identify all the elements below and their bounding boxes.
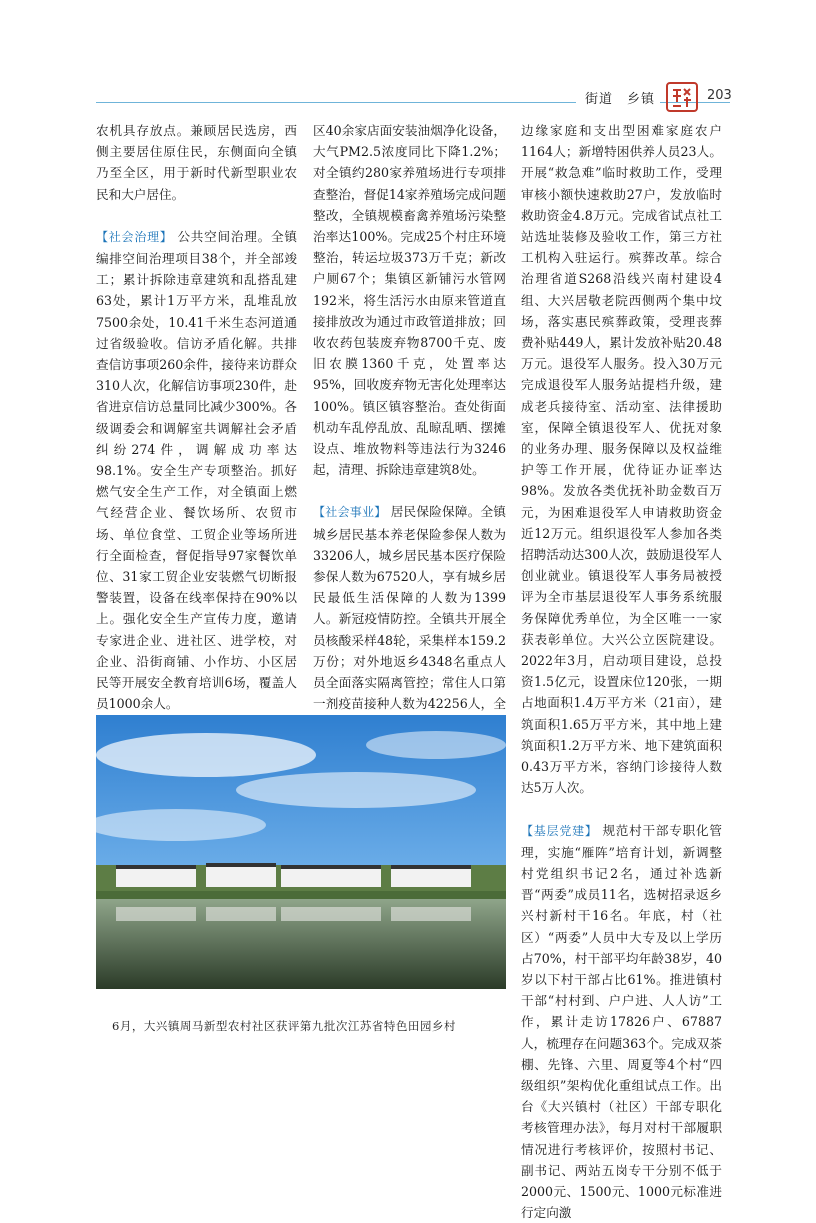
section-party-building	[521, 820, 722, 1223]
column-right	[521, 120, 722, 1223]
paragraph: 区40余家店面安装油烟净化设备，大气PM2.5浓度同比下降1.2%；对全镇约280家养殖场进行专项排查整治，督促14家养殖场完成问题整改，全镇规模畜禽养殖场污染整治率达100%。完成25个村庄环境整治，转运垃圾373万千克；新改户厕67个；集镇区新铺污水管网192米，将生活污水由原来管道直接排放改为通过市政管道排放；回收农药包装废弃物8700千克、废旧农膜1360千克，处置率达95%，回收废弃物无害化处理率达100%。镇区镇容整治。查处街面机动车乱停乱放、乱晾乱晒、摆摊设点、堆放物料等违法行为3246起，清理、拆除违章建筑8处。	[313, 120, 506, 480]
header-rule	[96, 102, 576, 103]
section-text: 公共空间治理。全镇编排空间治理项目38个，并全部竣工；累计拆除违章建筑和乱搭乱建63处，累计1万平方米，乱堆乱放7500余处，10.41千米生态河道通过省级验收。信访矛盾化解。共排查信访事项260余件，接待来访群众310人次，化解信访事项230件，赴省进京信访总量同比减少300%。各级调委会和调解室共调解社会矛盾纠纷274件，调解成功率达98.1%。安全生产专项整治。抓好燃气安全生产工作，对全镇面上燃气经营企业、餐饮场所、农贸市场、单位食堂、工贸企业等场所进行全面检查，督促指导97家餐饮单位、31家工贸企业安装燃气切断报警装置，设备在线率保持在90%以上。强化安全生产宣传力度，邀请专家进企业、进社区、进学校，对企业、沿街商铺、小作坊、小区居民等开展安全教育培训6场，覆盖人员1000余人。	[96, 229, 297, 711]
section-text: 规范村干部专职化管理，实施“雁阵”培育计划，新调整村党组织书记2名，通过补选新晋“两委”成员11名，选树招录返乡兴村新村干16名。年底，村（社区）“两委”人员中大专及以上学历占70%，村干部平均年龄38岁，40岁以下村干部占比61%。推进镇村干部“村村到、户户进、人人访”工作，累计走访17826户、67887人，梳理存在问题363个。完成双茶棚、先锋、六里、周夏等4个村“四级组织”架构优化重组试点工作。出台《大兴镇村（社区）干部专职化考核管理办法》，每月对村干部履职情况进行考核评价，按照村书记、副书记、两站五岗专干分别不低于2000元、1500元、1000元标准进行定向激	[521, 823, 722, 1221]
page-number: 203	[707, 88, 732, 103]
section-tag: 【社会事业】	[313, 505, 386, 519]
section-tag: 【基层党建】	[521, 824, 598, 838]
village-photo	[96, 715, 506, 989]
yearbook-seal-icon	[665, 80, 699, 114]
section-social-governance	[96, 226, 297, 715]
paragraph: 农机具存放点。兼顾居民选房，西侧主要居住原住民，东侧面向全镇乃至全区，用于新时代新型职业农民和大户居住。	[96, 120, 297, 205]
section-name: 街道 乡镇	[585, 88, 655, 107]
section-text: 居民保险保障。全镇城乡居民基本养老保险参保人数为33206人，城乡居民基本医疗保险参保人数为67520人，享有城乡居民最低生活保障的人数为1399人。新冠疫情防控。全镇共开展全员核酸采样48轮，采集样本159.2万份；对外地返乡4348名重点人员全面落实隔离管控；常住人口第一剂疫苗接种人数为42256人，全	[313, 504, 506, 817]
paragraph: 边缘家庭和支出型困难家庭农户1164人；新增特困供养人员23人。开展“救急难”临时救助工作，受理审核小额快速救助27户，发放临时救助资金4.8万元。完成省试点社工站选址装修及验收工作，第三方社工机构入驻运行。殡葬改革。综合治理省道S268沿线兴南村建设4组、大兴居敬老院西侧两个集中坟场，落实惠民殡葬政策，受理丧葬费补贴449人，累计发放补贴20.48万元。退役军人服务。投入30万元完成退役军人服务站提档升级，建成老兵接待室、活动室、法律援助室，保障全镇退役军人、优抚对象的业务办理、服务保障以及权益维护等工作开展，优待证办证率达98%。发放各类优抚补助金数百万元，为困难退役军人申请救助资金近12万元。组织退役军人参加各类招聘活动达300人次，鼓励退役军人创业就业。镇退役军人事务局被授评为全市基层退役军人事务系统服务保障优秀单位，为全区唯一一家获表彰单位。大兴公立医院建设。2022年3月，启动项目建设，总投资1.5亿元，设置床位120张，一期占地面积1.4万平方米（21亩），建筑面积1.65万平方米，其中地上建筑面积1.2万平方米、地下建筑面积0.43万平方米，容纳门诊接待人数达5万人次。	[521, 120, 722, 799]
section-tag: 【社会治理】	[96, 230, 173, 244]
photo-caption: 6月，大兴镇周马新型农村社区获评第九批次江苏省特色田园乡村	[112, 1018, 456, 1034]
